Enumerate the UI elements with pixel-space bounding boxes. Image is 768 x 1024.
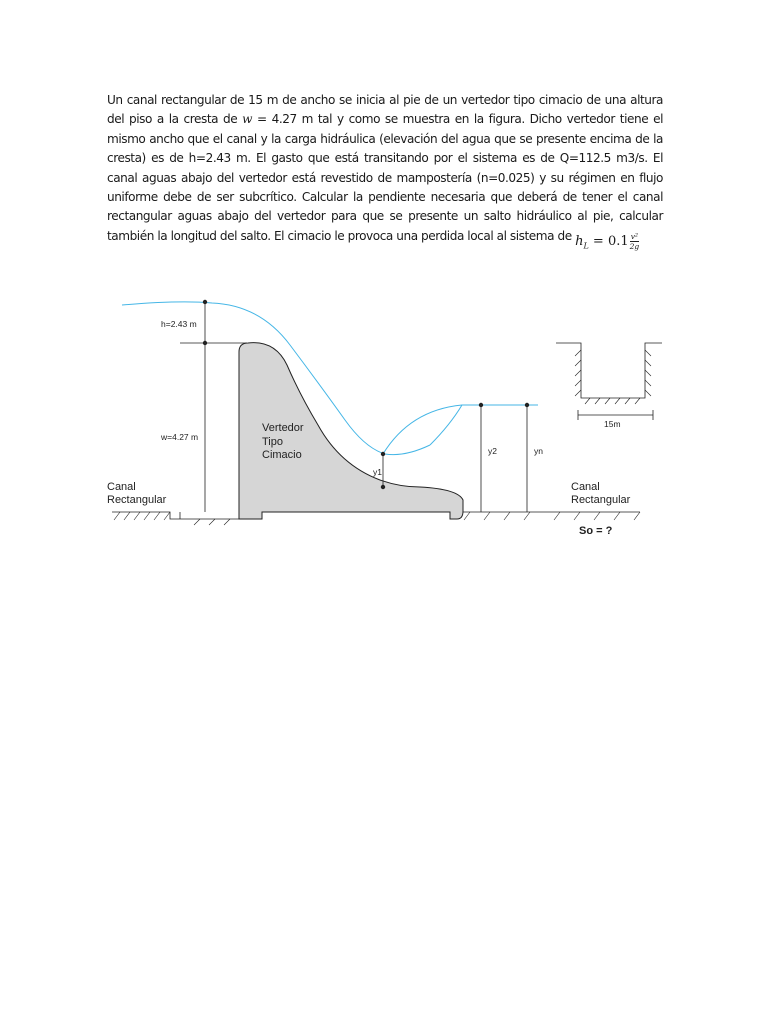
y1-label: y1 — [373, 467, 382, 477]
h-label: h=2.43 m — [161, 319, 197, 329]
right-canal-label-line2: Rectangular — [571, 494, 631, 506]
formula-denominator: 2g — [629, 241, 640, 251]
formula-lhs: h — [575, 233, 584, 249]
formula-numerator: v² — [630, 231, 639, 241]
left-canal-label-line2: Rectangular — [107, 494, 167, 506]
left-canal-label-line1: Canal — [107, 481, 136, 493]
weir-label-line3: Cimacio — [262, 449, 302, 461]
yn-label: yn — [534, 446, 543, 456]
weir-label-line1: Vertedor — [262, 422, 304, 434]
w-label: w=4.27 m — [161, 432, 199, 442]
y2-label: y2 — [488, 446, 497, 456]
ground-left — [112, 512, 240, 525]
formula-lhs-sub: L — [583, 241, 589, 251]
problem-text-1: Un canal rectangular de 15 m de ancho se inicia al pie de un vertedor tipo cimacio de una altura del piso a la cresta de — [107, 93, 663, 127]
formula-eq: = 0.1 — [588, 233, 629, 249]
right-canal-label-line1: Canal — [571, 481, 600, 493]
ground-right — [463, 512, 640, 520]
w-symbol: w — [242, 112, 253, 127]
slope-label: So = ? — [579, 525, 613, 537]
channel-cross-section — [556, 343, 662, 420]
section-width-label: 15m — [604, 419, 621, 429]
hydraulic-jump-upper — [383, 405, 538, 454]
problem-text-2: = 4.27 m tal y como se muestra en la figura. Dicho vertedor tiene el mismo ancho que el canal y la carga hidráulica (elevación del agua que se presente encima de la cresta) es de h=2.43 m. El gasto que está transitando por el sistema es de Q=112.5 m3/s. El canal aguas abajo del vertedor está revestido de mampostería (n=0.025) y su régimen en flujo uniforme debe de ser subcrítico. Calcular la pendiente necesaria que deberá de tener el canal rectangular aguas abajo del vertedor para que se presente un salto hidráulico al pie, calcular también la longitud del salto. El cimacio le provoca una perdida local al sistema de — [107, 112, 664, 243]
weir-label-line2: Tipo — [262, 436, 283, 448]
